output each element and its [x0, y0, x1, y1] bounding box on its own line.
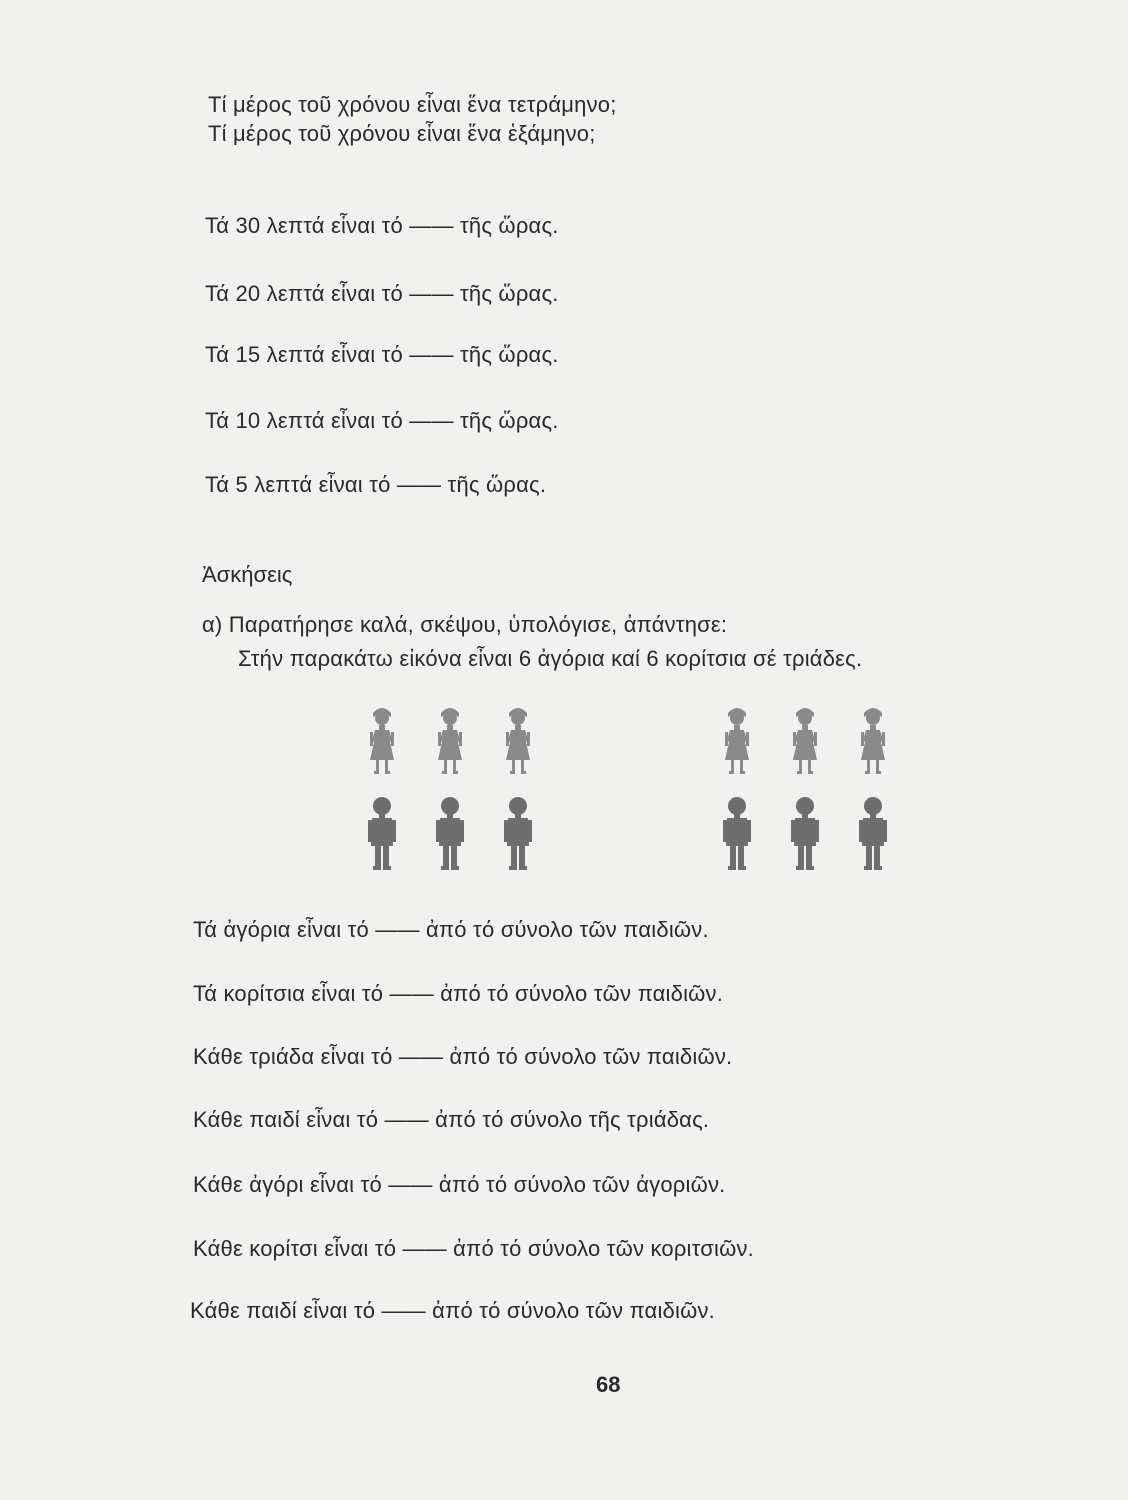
- time-fraction-5: Τά 5 λεπτά εἶναι τό —— τῆς ὥρας.: [205, 472, 547, 497]
- question-each-boy: Κάθε ἀγόρι εἶναι τό —— ἀπό τό σύνολο τῶν ἀγοριῶν.: [193, 1172, 726, 1197]
- time-fraction-30: Τά 30 λεπτά εἶναι τό —— τῆς ὥρας.: [205, 213, 559, 238]
- boy-figure-icon: [791, 797, 819, 870]
- girl-figure-icon: [370, 708, 394, 774]
- boy-figure-icon: [723, 797, 751, 870]
- exercise-a-description: Στήν παρακάτω εἰκόνα εἶναι 6 ἀγόρια καί 6 κορίτσια σέ τριάδες.: [238, 646, 863, 671]
- time-fraction-15: Τά 15 λεπτά εἶναι τό —— τῆς ὥρας.: [205, 342, 559, 367]
- children-figures-svg: [350, 700, 910, 880]
- girl-figure-icon: [861, 708, 885, 774]
- question-each-child: Κάθε παιδί εἶναι τό —— ἀπό τό σύνολο τῶν παιδιῶν.: [190, 1298, 715, 1323]
- question-child-of-triad: Κάθε παιδί εἶναι τό —— ἀπό τό σύνολο τῆς τριάδας.: [193, 1107, 710, 1132]
- exercises-heading: Ἀσκήσεις: [202, 562, 293, 587]
- question-boys: Τά ἀγόρια εἶναι τό —— ἀπό τό σύνολο τῶν παιδιῶν.: [193, 917, 709, 942]
- boy-figure-icon: [368, 797, 396, 870]
- boy-figure-icon: [859, 797, 887, 870]
- girl-figure-icon: [506, 708, 530, 774]
- girl-figure-icon: [725, 708, 749, 774]
- girl-figure-icon: [793, 708, 817, 774]
- intro-question-1: Τί μέρος τοῦ χρόνου εἶναι ἕνα τετράμηνο;: [208, 92, 617, 117]
- exercise-a-instruction: α) Παρατήρησε καλά, σκέψου, ὑπολόγισε, ἀπάντησε:: [202, 612, 728, 637]
- time-fraction-10: Τά 10 λεπτά εἶναι τό —— τῆς ὥρας.: [205, 408, 559, 433]
- children-figures: [350, 700, 910, 880]
- girl-figure-icon: [438, 708, 462, 774]
- boy-figure-icon: [436, 797, 464, 870]
- boy-figure-icon: [504, 797, 532, 870]
- question-each-girl: Κάθε κορίτσι εἶναι τό —— ἀπό τό σύνολο τῶν κοριτσιῶν.: [193, 1236, 754, 1261]
- question-girls: Τά κορίτσια εἶναι τό —— ἀπό τό σύνολο τῶν παιδιῶν.: [193, 981, 724, 1006]
- question-triad: Κάθε τριάδα εἶναι τό —— ἀπό τό σύνολο τῶν παιδιῶν.: [193, 1044, 733, 1069]
- page-number: 68: [596, 1372, 621, 1397]
- time-fraction-20: Τά 20 λεπτά εἶναι τό —— τῆς ὥρας.: [205, 281, 559, 306]
- intro-question-2: Τί μέρος τοῦ χρόνου εἶναι ἕνα ἑξάμηνο;: [208, 121, 596, 146]
